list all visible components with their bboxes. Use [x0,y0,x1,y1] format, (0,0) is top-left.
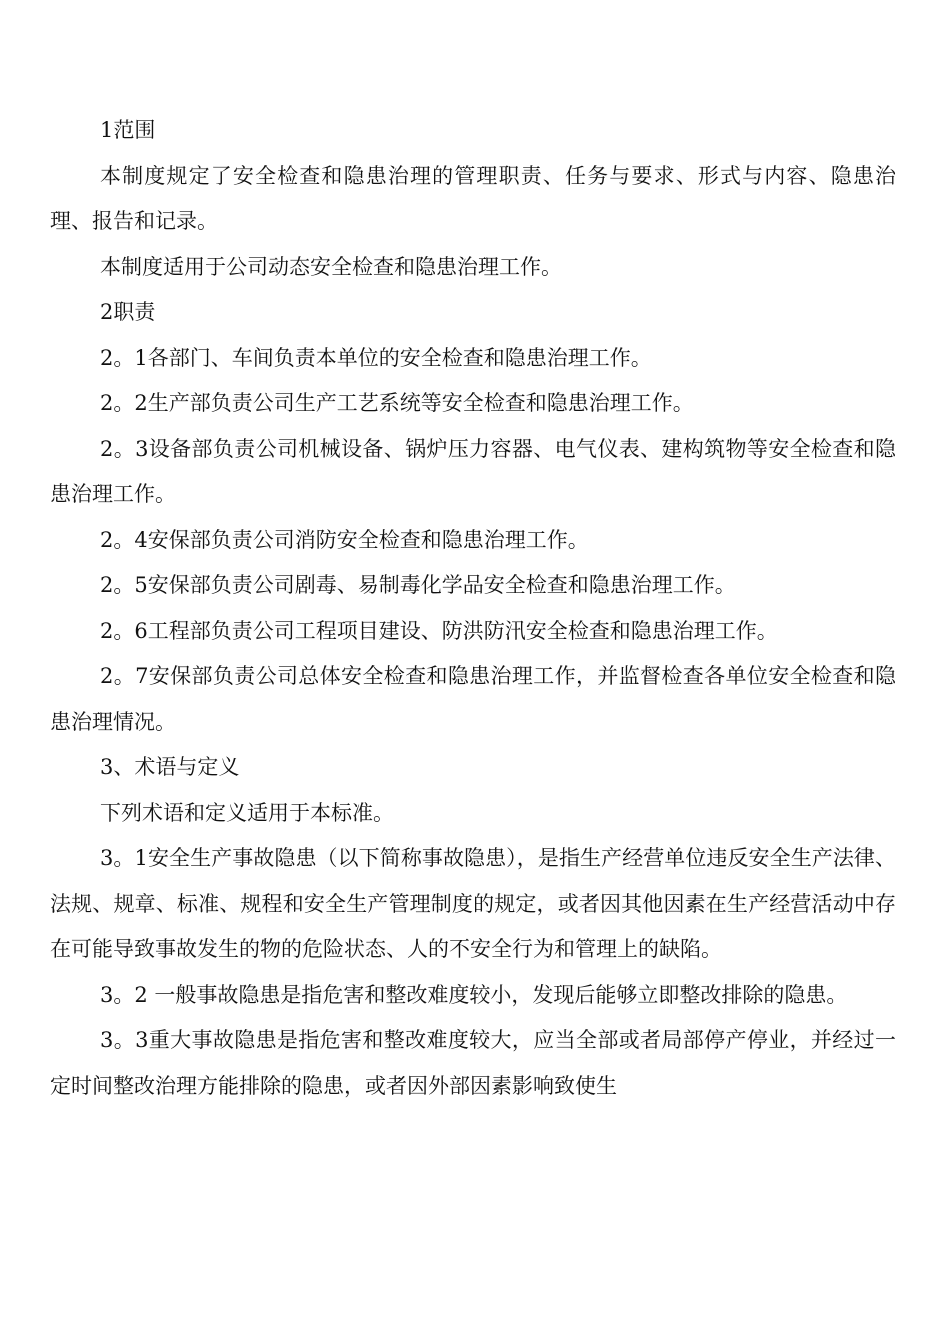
paragraph-scope-description: 本制度规定了安全检查和隐患治理的管理职责、任务与要求、形式与内容、隐患治理、报告和记录。 [50,163,896,233]
section-heading-responsibilities: 2职责 [100,300,156,324]
clause-3-3: 3。3重大事故隐患是指危害和整改难度较大，应当全部或者局部停产停业，并经过一定时间整改治理方能排除的隐患，或者因外部因素影响致使生 [50,1028,896,1098]
paragraph-terms-intro: 下列术语和定义适用于本标准。 [100,800,394,825]
section-heading-scope: 1范围 [100,118,156,142]
clause-2-5: 2。5安保部负责公司剧毒、易制毒化学品安全检查和隐患治理工作。 [100,573,736,597]
clause-3-1: 3。1安全生产事故隐患（以下简称事故隐患），是指生产经营单位违反安全生产法律、法规、规章、标准、规程和安全生产管理制度的规定，或者因其他因素在生产经营活动中存在可能导致事故发生的物的危险状态、人的不安全行为和管理上的缺陷。 [50,846,896,961]
clause-3-2: 3。2 一般事故隐患是指危害和整改难度较小，发现后能够立即整改排除的隐患。 [100,982,848,1007]
clause-2-1: 2。1各部门、车间负责本单位的安全检查和隐患治理工作。 [100,345,652,370]
section-heading-terms: 3、术语与定义 [100,755,240,779]
clause-2-3: 2。3设备部负责公司机械设备、锅炉压力容器、电气仪表、建构筑物等安全检查和隐患治理工作。 [50,436,896,506]
clause-2-6: 2。6工程部负责公司工程项目建设、防洪防汛安全检查和隐患治理工作。 [100,618,778,643]
clause-2-2: 2。2生产部负责公司生产工艺系统等安全检查和隐患治理工作。 [100,391,694,415]
paragraph-scope-applicability: 本制度适用于公司动态安全检查和隐患治理工作。 [100,254,562,279]
document-body [50,108,896,1109]
clause-2-4: 2。4安保部负责公司消防安全检查和隐患治理工作。 [100,527,589,552]
clause-2-7: 2。7安保部负责公司总体安全检查和隐患治理工作，并监督检查各单位安全检查和隐患治理情况。 [50,664,896,734]
